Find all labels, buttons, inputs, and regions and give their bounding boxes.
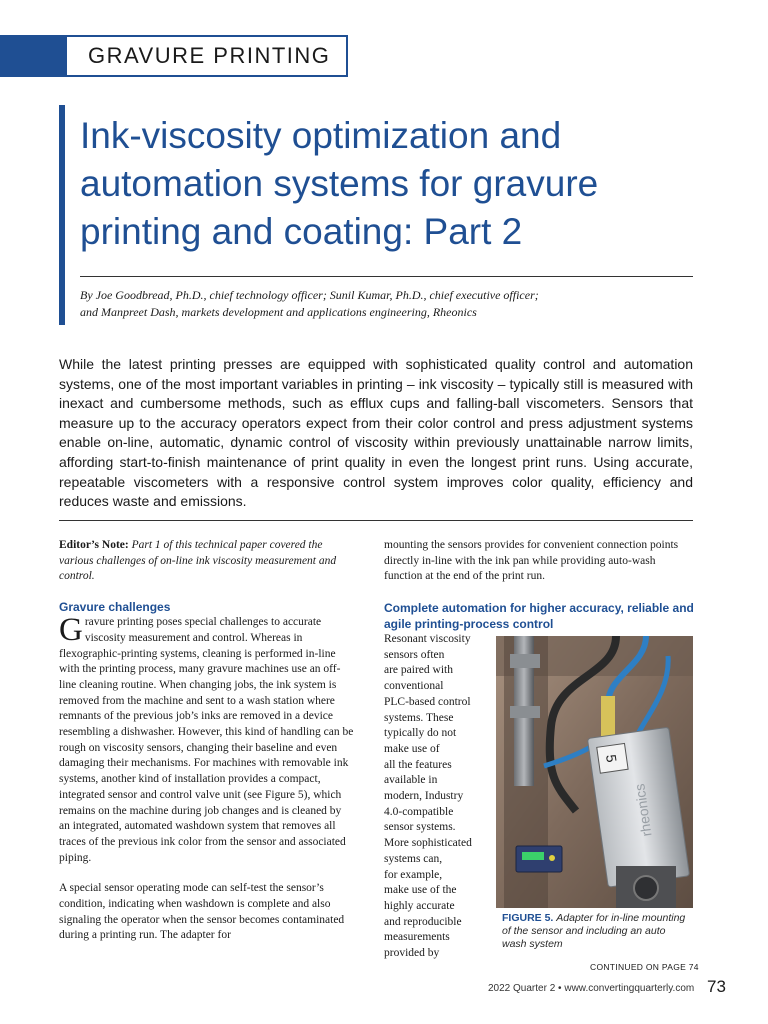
heading-gravure-challenges: Gravure challenges bbox=[59, 600, 171, 615]
narrow-column-line: sensors often bbox=[384, 648, 445, 661]
gravure-para-1-text: ravure printing poses special challenges to accurate viscosity measurement and control. Whereas in flexographic-printing systems, cleaning is performed in-line with the printing process, many gravure machines use an off-line cleaning routine. When changing jobs, the ink system is removed from the machine and sent to a wash station where remnants of the previous job’s inks are removed in a device resembling a dishwasher. However, this kind of handling can be rough on viscosity sensors, changing their baseline and even damaging their mechanisms. For machines with removable ink systems, another kind of installation provides a compact, integrated sensor and control valve unit (see Figure 5), which remains on the machine during job changes and is cleaned by an integrated, automated washdown system that removes all traces of the previous ink color from the sensor and associated piping. bbox=[59, 616, 354, 864]
narrow-column-line: typically do not bbox=[384, 727, 457, 740]
narrow-column-line: PLC-based control bbox=[384, 695, 471, 708]
narrow-column-line: 4.0-compatible bbox=[384, 805, 454, 818]
narrow-column-line: make use of bbox=[384, 742, 440, 755]
narrow-column-line: measurements bbox=[384, 931, 450, 944]
footer-separator: • bbox=[558, 983, 562, 994]
right-column-narrow bbox=[384, 632, 492, 962]
figure-caption bbox=[502, 912, 692, 951]
figure-5-photo bbox=[496, 636, 693, 908]
device-number: 5 bbox=[602, 753, 620, 764]
narrow-column-line: sensor systems. bbox=[384, 821, 456, 834]
page-number: 73 bbox=[707, 977, 726, 996]
gravure-para-1 bbox=[59, 612, 354, 866]
device-brand: rheonics bbox=[631, 782, 655, 838]
byline-line-2: and Manpreet Dash, markets development and applications engineering, Rheonics bbox=[80, 305, 477, 319]
narrow-column-line: for example, bbox=[384, 868, 443, 881]
title-divider bbox=[80, 276, 693, 277]
title-accent-bar bbox=[59, 105, 65, 325]
page-footer bbox=[488, 983, 694, 994]
footer-url[interactable]: www.convertingquarterly.com bbox=[564, 983, 695, 994]
right-column-top bbox=[384, 538, 694, 632]
right-column-intro: mounting the sensors provides for convenient connection points directly in-line with the ink pan while providing auto-wash function at the end of the print run. bbox=[384, 539, 679, 583]
editors-note-label: Editor’s Note: bbox=[59, 539, 129, 551]
narrow-column-line: systems. These bbox=[384, 711, 454, 724]
drop-cap: G bbox=[59, 612, 83, 649]
narrow-column-line: available in bbox=[384, 774, 438, 787]
sensor-adapter-image bbox=[496, 636, 693, 908]
editors-note-text: Part 1 of this technical paper covered the various challenges of on-line ink viscosity measurement and control. bbox=[59, 539, 337, 583]
gravure-para-2: A special sensor operating mode can self-test the sensor’s condition, indicating when washdown is complete and also signaling the operator when the sensor becomes contaminated during a printing run. The adapter for bbox=[59, 882, 345, 942]
abstract: While the latest printing presses are equipped with sophisticated quality control and automation systems, one of the most important variables in printing – ink viscosity – typically still is measured with inexact and cumbersome methods, such as efflux cups and falling-ball viscometers. Sensors that measure up to the accuracy operators expect from their color control and press adjustment systems enable on-line, automatic, dynamic control of viscosity within previously unattainable narrow limits, affording start-to-finish maintenance of print quality in even the longest print runs. Using accurate, repeatable viscometers with a responsive control system improves color quality, efficiency and reduces waste and emissions. bbox=[59, 356, 693, 510]
narrow-column-line: More sophisticated bbox=[384, 837, 472, 850]
figure-label: FIGURE 5. bbox=[502, 912, 554, 924]
heading-complete-automation: Complete automation for higher accuracy, reliable and agile printing-process control bbox=[384, 601, 694, 632]
section-header-bar bbox=[0, 35, 67, 77]
left-column bbox=[59, 538, 354, 944]
byline bbox=[80, 287, 700, 321]
section-header bbox=[0, 35, 348, 77]
editors-note bbox=[59, 538, 354, 585]
narrow-column-line: make use of the bbox=[384, 884, 457, 897]
narrow-column-line: are paired with bbox=[384, 664, 453, 677]
continued-note: CONTINUED ON PAGE 74 bbox=[590, 962, 699, 972]
narrow-column-line: conventional bbox=[384, 680, 444, 693]
narrow-column-line: and reproducible bbox=[384, 915, 462, 928]
byline-line-1: By Joe Goodbread, Ph.D., chief technology officer; Sunil Kumar, Ph.D., chief executive officer; bbox=[80, 288, 539, 302]
section-label: GRAVURE PRINTING bbox=[88, 43, 331, 68]
article-title: Ink-viscosity optimization and automation systems for gravure printing and coating: Part 2 bbox=[80, 115, 599, 252]
abstract-divider bbox=[59, 520, 693, 521]
narrow-column-line: all the features bbox=[384, 758, 452, 771]
narrow-column-line: Resonant viscosity bbox=[384, 633, 471, 645]
narrow-column-line: modern, Industry bbox=[384, 790, 464, 803]
footer-issue: 2022 Quarter 2 bbox=[488, 983, 556, 994]
narrow-column-line: provided by bbox=[384, 947, 440, 960]
narrow-column-line: highly accurate bbox=[384, 899, 455, 912]
figure-caption-text: Adapter for in-line mounting of the sensor and including an auto wash system bbox=[502, 912, 686, 950]
narrow-column-line: systems can, bbox=[384, 852, 443, 865]
